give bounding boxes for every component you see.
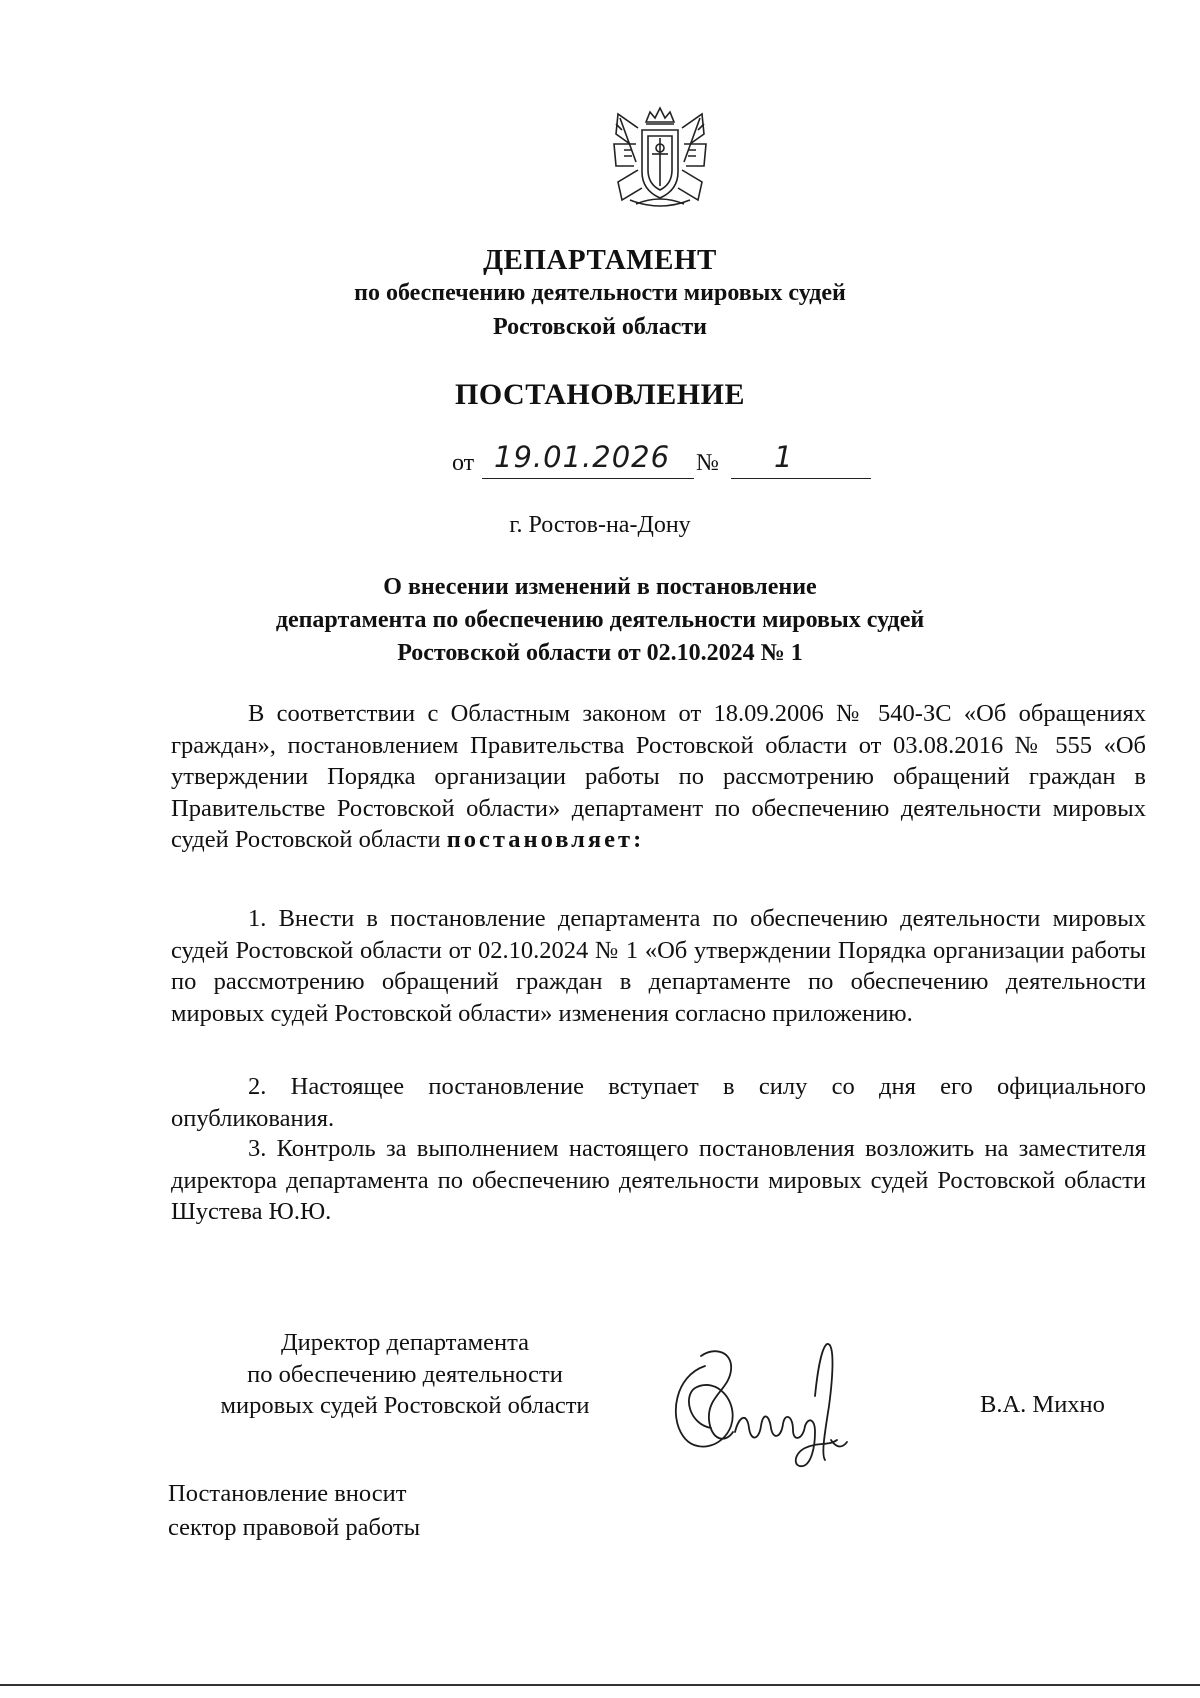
signer-position-line: мировых судей Ростовской области: [220, 1392, 590, 1419]
decree-number: 1: [774, 440, 794, 474]
department-heading: ДЕПАРТАМЕНТ: [483, 244, 717, 276]
handwritten-signature-icon: [665, 1336, 870, 1478]
decree-date-number-line: [452, 440, 892, 486]
preamble-text: В соответствии с Областным законом от 18.09.2006 № 540-ЗС «Об обращениях граждан», постановлением Правительства Ростовской области от 03.08.2016 № 555 «Об утверждении Порядка организации работы по рассмотрению обращений граждан в Правительстве Ростовской области» департамент по обеспечению деятельности мировых судей Ростовской области: [171, 700, 1146, 853]
note-line: сектор правовой работы: [168, 1514, 421, 1541]
decree-item-3: 3. Контроль за выполнением настоящего постановления возложить на заместителя директора департамента по обеспечению деятельности мировых судей Ростовской области Шустева Ю.Ю.: [171, 1135, 1146, 1225]
department-region: Ростовской области: [493, 314, 707, 340]
signer-name: В.А. Михно: [980, 1391, 1105, 1418]
date-underline: [482, 478, 694, 479]
number-prefix: №: [696, 450, 719, 476]
signer-position: [150, 1327, 660, 1422]
number-underline: [731, 478, 871, 479]
department-subtitle: по обеспечению деятельности мировых судей: [354, 280, 846, 306]
decree-item-2: 2. Настоящее постановление вступает в силу со дня его официального опубликования.: [171, 1073, 1146, 1132]
document-type: ПОСТАНОВЛЕНИЕ: [455, 378, 745, 411]
note-line: Постановление вносит: [168, 1480, 407, 1507]
date-prefix: от: [452, 450, 475, 476]
submitted-by-note: [168, 1477, 420, 1545]
signer-position-line: Директор департамента: [280, 1329, 530, 1356]
decree-title-line: департамента по обеспечению деятельности мировых судей: [275, 607, 925, 633]
decree-item-1: 1. Внести в постановление департамента по обеспечению деятельности мировых судей Ростовской области от 02.10.2024 № 1 «Об утверждении Порядка организации работы по рассмотрению обращений граждан в департаменте по обеспечению деятельности мировых судей Ростовской области» изменения согласно приложению.: [171, 905, 1146, 1027]
city: г. Ростов-на-Дону: [509, 512, 691, 538]
decree-title-line: Ростовской области от 02.10.2024 № 1: [397, 640, 803, 666]
preamble-paragraph: [171, 698, 1146, 856]
resolves-word: постановляет: [446, 826, 634, 853]
signer-position-line: по обеспечению деятельности: [247, 1360, 563, 1388]
bottom-divider: [0, 1684, 1200, 1686]
decree-date: 19.01.2026: [494, 440, 671, 474]
decree-title-line: О внесении изменений в постановление: [383, 574, 817, 600]
coat-of-arms-icon: [608, 104, 712, 212]
resolves-colon: :: [633, 826, 645, 853]
